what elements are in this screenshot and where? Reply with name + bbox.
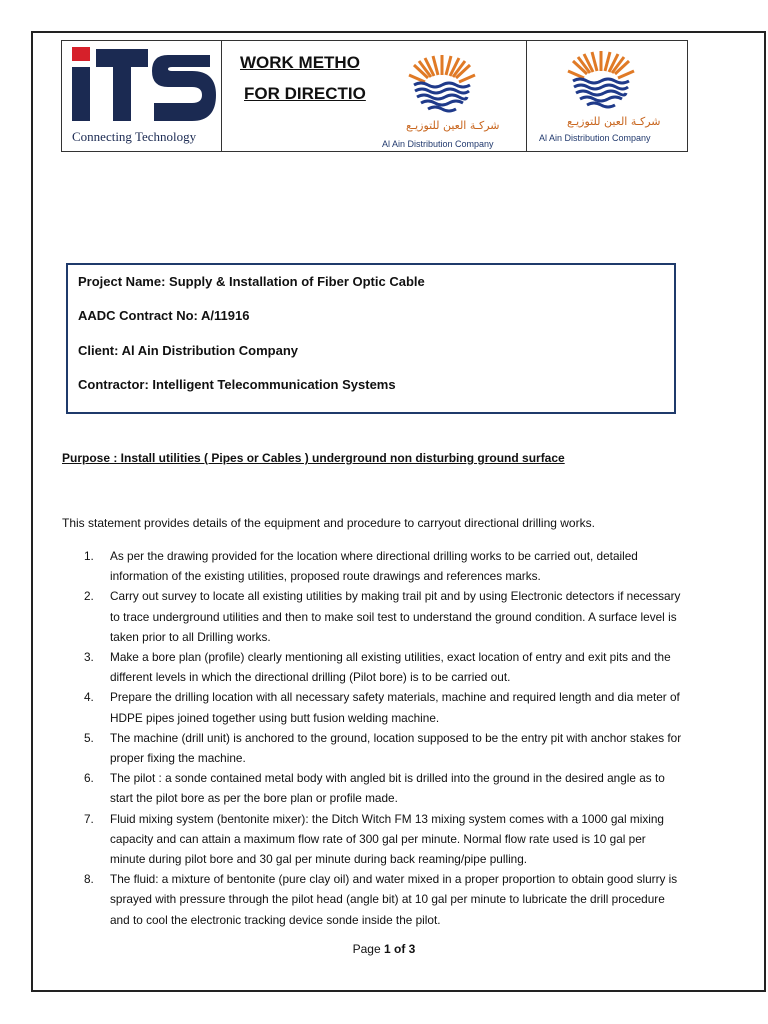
step-text: Make a bore plan (profile) clearly mentioning all existing utilities, exact location of entry and exit pits and the different levels in which the directional drilling (Pilot bore) is to be carried out. [110, 650, 671, 685]
document-title-line-2: FOR DIRECTIO [244, 84, 366, 103]
list-item [84, 728, 684, 768]
step-text: The fluid: a mixture of bentonite (pure clay oil) and water mixed in a proper proportion to obtain good slurry is sprayed with pressure through the pilot head (angle bit) at 10 gal per minute to lubricate the drill procedure and to cool the electronic tracking device sonde inside the pilot. [110, 872, 678, 927]
step-number: 8. [84, 872, 94, 887]
project-name: Project Name: Supply & Installation of Fiber Optic Cable [78, 274, 425, 289]
step-number: 1. [84, 549, 94, 563]
page-of: of [390, 942, 409, 956]
step-text: The machine (drill unit) is anchored to the ground, location supposed to be the entry pit with anchor stakes for proper fixing the machine. [110, 730, 682, 766]
aadc-arabic-name: شركـة العين للتوزيـع [567, 115, 661, 128]
aadc-arabic-name: شركـة العين للتوزيـع [406, 119, 500, 132]
step-text: Fluid mixing system (bentonite mixer): the Ditch Witch FM 13 mixing system comes with a 1000 gal mixing capacity and can attain a maximum flow rate of 300 gal per minute. Normal flow rate used is 10 gal per minute during pilot bore and 30 gal per minute during back reaming/pipe pulling. [110, 811, 664, 867]
step-text: Carry out survey to locate all existing utilities by making trail pit and by using Electronic detectors if necessary to trace underground utilities and then to make soil test to understand the ground condition. A surface level is taken prior to all Drilling works. [110, 589, 681, 644]
step-number: 4. [84, 690, 94, 705]
total-pages: 3 [408, 942, 416, 956]
page-label: Page [352, 942, 384, 956]
aadc-logo-cell [527, 41, 687, 151]
client-name: Client: Al Ain Distribution Company [78, 343, 299, 358]
title-cell [222, 41, 527, 151]
aadc-logo-icon [376, 47, 526, 117]
list-item [84, 768, 684, 808]
step-number: 2. [84, 589, 94, 604]
list-item [84, 647, 684, 687]
purpose-heading: Purpose : Install utilities ( Pipes or Cables ) underground non disturbing ground surface [62, 451, 565, 465]
aadc-logo-overlay [376, 47, 526, 151]
list-item [84, 809, 684, 870]
step-text: The pilot : a sonde contained metal body with angled bit is drilled into the ground in the desired angle as to start the pilot bore as per the bore plan or profile made. [110, 771, 665, 806]
its-tagline: Connecting Technology [72, 129, 197, 144]
list-item [84, 586, 684, 647]
its-logo-icon [68, 45, 216, 127]
project-info-box [66, 263, 676, 414]
aadc-english-name: Al Ain Distribution Company [382, 139, 494, 149]
contract-number: AADC Contract No: A/11916 [78, 308, 250, 323]
current-page: 1 [383, 942, 391, 956]
document-header [61, 40, 688, 152]
step-text: As per the drawing provided for the location where directional drilling works to be carried out, detailed information of the existing utilities, proposed route drawings and references marks. [110, 549, 638, 584]
page-footer [0, 942, 768, 956]
list-item [84, 869, 684, 930]
step-text: Prepare the drilling location with all necessary safety materials, machine and required length and dia meter of HDPE pipes joined together using butt fusion welding machine. [110, 690, 680, 725]
procedure-steps [84, 546, 684, 930]
intro-paragraph: This statement provides details of the equipment and procedure to carryout directional drilling works. [62, 516, 595, 530]
aadc-english-name: Al Ain Distribution Company [539, 133, 651, 143]
aadc-logo-icon [527, 43, 687, 113]
step-number: 5. [84, 730, 94, 745]
step-number: 6. [84, 771, 94, 786]
contractor-name: Contractor: Intelligent Telecommunication Systems [78, 377, 396, 392]
list-item [84, 546, 684, 586]
document-title-line-1: WORK METHO [240, 53, 360, 72]
list-item [84, 687, 684, 727]
step-number: 7. [84, 811, 94, 826]
its-logo-cell [62, 41, 222, 151]
step-number: 3. [84, 650, 94, 665]
